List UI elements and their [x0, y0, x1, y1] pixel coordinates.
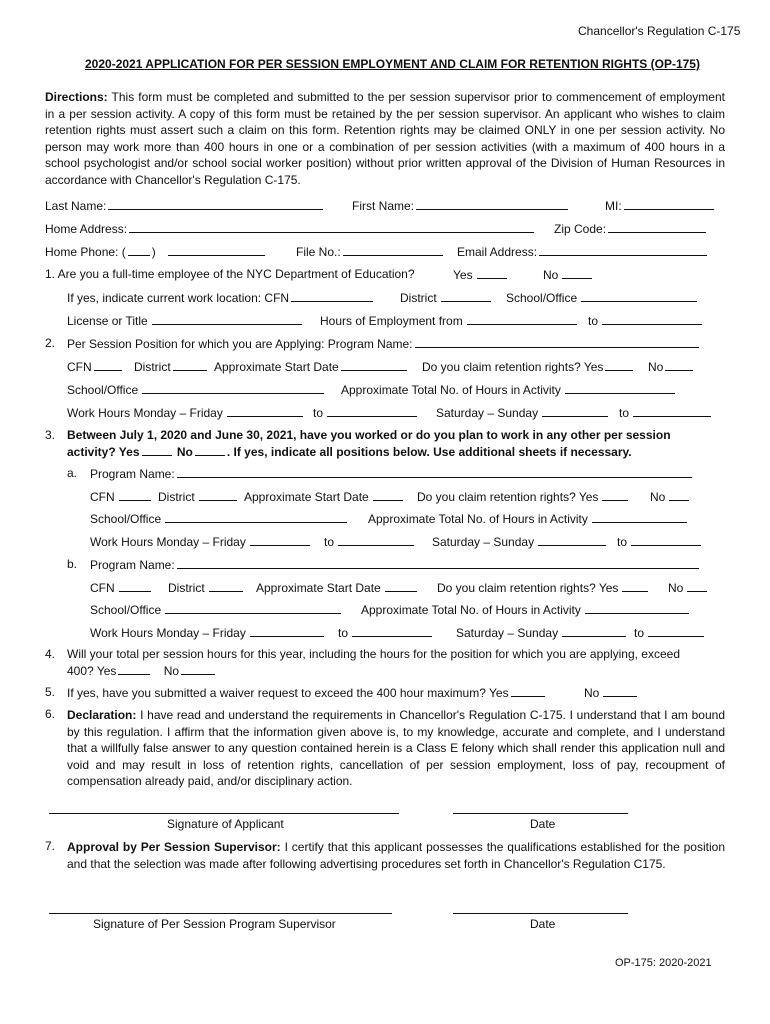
q3a-weekend-from-field[interactable] [538, 534, 606, 546]
q1-hours-label: Hours of Employment from [320, 314, 463, 328]
q3b-weekday [90, 625, 326, 640]
q1-school-label: School/Office [506, 291, 578, 305]
q3b-no-label: No [668, 581, 684, 595]
q3b-program-row [90, 557, 701, 572]
q6-text: I have read and understand the requirements in Chancellor's Regulation C-175. I understand that I am bound by this regulation. I affirm that the information given above is, to my knowledge, accurate and complete, and I understand that a willfully false answer to any question contained herein is a Class E felony which shall render this application null and void and may result in loss of retention rights, cancellation of per session employment, loss of pay, recoupment of compensation already paid, and/or disciplinary action. [67, 708, 725, 788]
q3a-weekday-to [324, 534, 416, 549]
q2-weekend-to-field[interactable] [633, 405, 711, 417]
directions-text: This form must be completed and submitted to the per session supervisor prior to commencement of employment in a per session activity. A copy of this form must be retained by the per session supervisor. An applicant who wishes to claim retention rights must assert such a claim on this form. Retention rights may be claimed ONLY in one per session activity. No person may work more than 400 hours in one or a combination of per session activities (with a maximum of 400 hours in a school psychologist and/or school social worker position) without prior written approval of the Division of Human Resources in accordance with Chancellor's Regulation C-175. [45, 90, 725, 187]
zip-row [554, 221, 708, 236]
q1-location-row [67, 290, 375, 305]
supervisor-date-line[interactable] [453, 913, 628, 914]
q3a-retention [417, 489, 630, 504]
mi-field[interactable] [624, 198, 714, 210]
q3a-total-label: Approximate Total No. of Hours in Activity [368, 512, 588, 526]
q5-yes-field[interactable] [511, 685, 545, 697]
q2-start [214, 359, 409, 374]
q1-no-field[interactable] [562, 267, 592, 279]
q3a-weekday-from-field[interactable] [250, 534, 310, 546]
q3a-program-row [90, 466, 694, 481]
q3b-start [256, 580, 419, 595]
q3-instruction: . If yes, indicate all positions below. Use additional sheets if necessary. [226, 445, 632, 459]
supervisor-signature-line[interactable] [49, 913, 392, 914]
q3a-weekday-label: Work Hours Monday – Friday [90, 535, 246, 549]
q2-school-field[interactable] [142, 382, 324, 394]
q4-no-field[interactable] [181, 663, 215, 675]
q3-line2 [67, 444, 632, 459]
q1-district-label: District [400, 291, 437, 305]
q1-no [543, 267, 594, 282]
q6-paragraph [67, 707, 725, 790]
q5-text: If yes, have you submitted a waiver request to exceed the 400 hour maximum? Yes [67, 686, 509, 700]
q3b-district [168, 580, 245, 595]
q7-label: Approval by Per Session Supervisor: [67, 840, 281, 854]
q2-cfn [67, 359, 124, 374]
q3b-total [361, 602, 691, 617]
first-name-field[interactable] [416, 198, 568, 210]
email-label: Email Address: [457, 245, 538, 259]
q5-row [67, 685, 547, 700]
form-footer: OP-175: 2020-2021 [615, 957, 712, 969]
file-no-field[interactable] [343, 244, 443, 256]
applicant-signature-line[interactable] [49, 813, 399, 814]
q2-no-label: No [648, 360, 664, 374]
q2-weekday-label: Work Hours Monday – Friday [67, 406, 223, 420]
q1-license-field[interactable] [152, 313, 302, 325]
q2-row [67, 336, 701, 351]
q3b-school [90, 602, 343, 617]
last-name-row [45, 198, 325, 213]
q7-number: 7. [45, 839, 56, 853]
mi-label: MI: [605, 199, 622, 213]
applicant-date-label: Date [530, 817, 556, 831]
q1-school-field[interactable] [581, 290, 697, 302]
q1-text: 1. Are you a full-time employee of the NYC Department of Education? [45, 267, 415, 281]
q2-district-field[interactable] [173, 359, 207, 371]
zip-field[interactable] [608, 221, 706, 233]
q3a-no [650, 489, 691, 504]
q4-line2 [67, 663, 217, 678]
q3b-start-field[interactable] [385, 580, 417, 592]
q3a-program-field[interactable] [177, 466, 692, 478]
q3b-weekday-to [338, 625, 434, 640]
q3b-weekend-from-field[interactable] [562, 625, 626, 637]
q3-number: 3. [45, 428, 56, 442]
q3a-weekday-to-field[interactable] [338, 534, 414, 546]
q3a-label: a. [67, 466, 78, 480]
q3b-retention-label: Do you claim retention rights? Yes [437, 581, 619, 595]
email-field[interactable] [539, 244, 707, 256]
q2-total-field[interactable] [565, 382, 675, 394]
q3b-retention-yes-field[interactable] [622, 580, 648, 592]
q3b-weekend-to [634, 625, 706, 640]
q1-to-label: to [588, 314, 599, 328]
q3b-start-label: Approximate Start Date [256, 581, 381, 595]
q3b-weekend-label: Saturday – Sunday [456, 626, 559, 640]
home-address-label: Home Address: [45, 222, 128, 236]
q3-no-field[interactable] [195, 444, 225, 456]
first-name-row [352, 198, 570, 213]
q2-program-field[interactable] [415, 336, 699, 348]
q7-text: I certify that this applicant possesses the qualifications established for the position and that the selection was made after following advertising procedures set forth in Chancellor's Regulation C175. [67, 840, 725, 871]
q5-no-field[interactable] [603, 685, 637, 697]
q1-row [45, 267, 415, 281]
q1-district [400, 290, 493, 305]
directions-label: Directions: [45, 90, 108, 104]
q1-license-label: License or Title [67, 314, 148, 328]
q4-yes-label: 400? Yes [67, 664, 117, 678]
directions-paragraph [45, 89, 725, 188]
q3b-weekday-to-field[interactable] [352, 625, 432, 637]
regulation-reference: Chancellor's Regulation C-175 [578, 24, 741, 38]
q3a-cfn-field[interactable] [119, 489, 151, 501]
q3b-cfn-field[interactable] [119, 580, 151, 592]
file-no-row [296, 244, 445, 259]
q3a-weekend [432, 534, 608, 549]
q1-no-label: No [543, 268, 559, 282]
q3b-weekday-label: Work Hours Monday – Friday [90, 626, 246, 640]
q1-cfn-field[interactable] [291, 290, 373, 302]
q1-school [506, 290, 699, 305]
q3b-cfn-label: CFN [90, 581, 115, 595]
q2-no [648, 359, 695, 374]
q3a-weekend-to [617, 534, 703, 549]
q3a-district [158, 489, 239, 504]
q3b-total-label: Approximate Total No. of Hours in Activity [361, 603, 581, 617]
q3b-retention [437, 580, 650, 595]
q3a-weekend-label: Saturday – Sunday [432, 535, 535, 549]
q3-line1: Between July 1, 2020 and June 30, 2021, have you worked or do you plan to work in any other per session [67, 428, 671, 442]
home-phone-row [45, 244, 267, 259]
q2-weekend [436, 405, 610, 420]
q3b-weekday-to-label: to [338, 626, 349, 640]
q3-yes-field[interactable] [142, 444, 172, 456]
applicant-signature-label: Signature of Applicant [167, 817, 284, 831]
q2-text: Per Session Position for which you are Applying: Program Name: [67, 337, 413, 351]
file-no-label: File No.: [296, 245, 341, 259]
q1-district-field[interactable] [441, 290, 491, 302]
q3b-weekday-from-field[interactable] [250, 625, 324, 637]
home-address-row [45, 221, 536, 236]
q3a-weekday [90, 534, 312, 549]
q2-weekend-to [619, 405, 713, 420]
q6-number: 6. [45, 707, 56, 721]
q2-weekend-from-field[interactable] [542, 405, 608, 417]
q3a-total [368, 511, 689, 526]
q3a-district-field[interactable] [199, 489, 237, 501]
q4-yes-field[interactable] [118, 663, 150, 675]
q1-hours-to-field[interactable] [602, 313, 702, 325]
form-title: 2020-2021 APPLICATION FOR PER SESSION EMPLOYMENT AND CLAIM FOR RETENTION RIGHTS (OP-175) [85, 57, 700, 71]
q6-label: Declaration: [67, 708, 137, 722]
q3a-district-label: District [158, 490, 195, 504]
q3a-school-field[interactable] [165, 511, 347, 523]
q2-retention-label: Do you claim retention rights? Yes [422, 360, 604, 374]
q3a-cfn-label: CFN [90, 490, 115, 504]
q2-start-label: Approximate Start Date [214, 360, 339, 374]
q3a-retention-yes-field[interactable] [602, 489, 628, 501]
first-name-label: First Name: [352, 199, 415, 213]
q3b-retention-no-field[interactable] [687, 580, 707, 592]
last-name-label: Last Name: [45, 199, 107, 213]
q1-yes-label: Yes [453, 268, 473, 282]
q2-weekday-to [313, 405, 419, 420]
home-phone-label: Home Phone: ( [45, 245, 126, 259]
home-phone-close: ) [151, 245, 156, 259]
q3a-start-label: Approximate Start Date [244, 490, 369, 504]
q3a-retention-label: Do you claim retention rights? Yes [417, 490, 599, 504]
q2-weekday [67, 405, 305, 420]
q3a-school [90, 511, 349, 526]
q2-weekday-to-field[interactable] [327, 405, 417, 417]
q1-to [588, 313, 704, 328]
q1-cfn-label: If yes, indicate current work location: CFN [67, 291, 290, 305]
q3a-start [244, 489, 405, 504]
q2-retention-yes-field[interactable] [605, 359, 633, 371]
q3b-district-field[interactable] [209, 580, 243, 592]
applicant-date-line[interactable] [453, 813, 628, 814]
q3b-program-label: Program Name: [90, 558, 175, 572]
q2-cfn-field[interactable] [94, 359, 122, 371]
q3-yes-label: activity? Yes [67, 445, 140, 459]
q3a-weekday-to-label: to [324, 535, 335, 549]
q3b-cfn [90, 580, 153, 595]
q2-school-label: School/Office [67, 383, 139, 397]
q2-retention-no-field[interactable] [665, 359, 693, 371]
supervisor-signature-label: Signature of Per Session Program Supervisor [93, 917, 336, 931]
q3a-start-field[interactable] [373, 489, 403, 501]
q2-district-label: District [134, 360, 171, 374]
q3b-school-field[interactable] [165, 602, 341, 614]
q5-no-label: No [584, 686, 600, 700]
q1-yes [453, 267, 509, 282]
q2-number: 2. [45, 336, 56, 350]
q2-school [67, 382, 326, 397]
q2-cfn-label: CFN [67, 360, 92, 374]
q1-license-row [67, 313, 304, 328]
q3b-weekend [456, 625, 628, 640]
q3b-district-label: District [168, 581, 205, 595]
q2-district [134, 359, 209, 374]
q2-weekday-to-label: to [313, 406, 324, 420]
q3b-school-label: School/Office [90, 603, 162, 617]
q2-start-field[interactable] [341, 359, 407, 371]
q7-paragraph [67, 839, 725, 872]
q3a-school-label: School/Office [90, 512, 162, 526]
q3b-weekend-to-field[interactable] [648, 625, 704, 637]
mi-row [605, 198, 716, 213]
q3a-total-field[interactable] [592, 511, 687, 523]
q3b-total-field[interactable] [585, 602, 689, 614]
q3b-label: b. [67, 557, 78, 571]
area-code-field[interactable] [128, 244, 150, 256]
q2-retention [422, 359, 635, 374]
zip-label: Zip Code: [554, 222, 607, 236]
q4-no-label: No [163, 664, 180, 678]
q2-weekend-label: Saturday – Sunday [436, 406, 539, 420]
q1-yes-field[interactable] [477, 267, 507, 279]
q3a-no-label: No [650, 490, 666, 504]
q1-hours-from-field[interactable] [467, 313, 577, 325]
home-address-field[interactable] [129, 221, 534, 233]
email-row [457, 244, 709, 259]
q1-hours [320, 313, 579, 328]
q2-weekend-to-label: to [619, 406, 630, 420]
q3b-no [668, 580, 709, 595]
q4-number: 4. [45, 647, 56, 661]
q3a-program-label: Program Name: [90, 467, 175, 481]
q3b-program-field[interactable] [177, 557, 699, 569]
q2-total-label: Approximate Total No. of Hours in Activity [341, 383, 561, 397]
last-name-field[interactable] [108, 198, 323, 210]
q3a-weekend-to-field[interactable] [631, 534, 701, 546]
q4-line1: Will your total per session hours for this year, including the hours for the position for which you are applying, exceed [67, 647, 680, 661]
q2-weekday-from-field[interactable] [227, 405, 303, 417]
q2-total [341, 382, 677, 397]
q5-number: 5. [45, 685, 56, 699]
q3a-weekend-to-label: to [617, 535, 628, 549]
q3a-retention-no-field[interactable] [669, 489, 689, 501]
home-phone-field[interactable] [168, 244, 265, 256]
q3a-cfn [90, 489, 153, 504]
q5-no [584, 685, 639, 700]
q3-no-label: No [176, 445, 193, 459]
supervisor-date-label: Date [530, 917, 556, 931]
q3b-weekend-to-label: to [634, 626, 645, 640]
